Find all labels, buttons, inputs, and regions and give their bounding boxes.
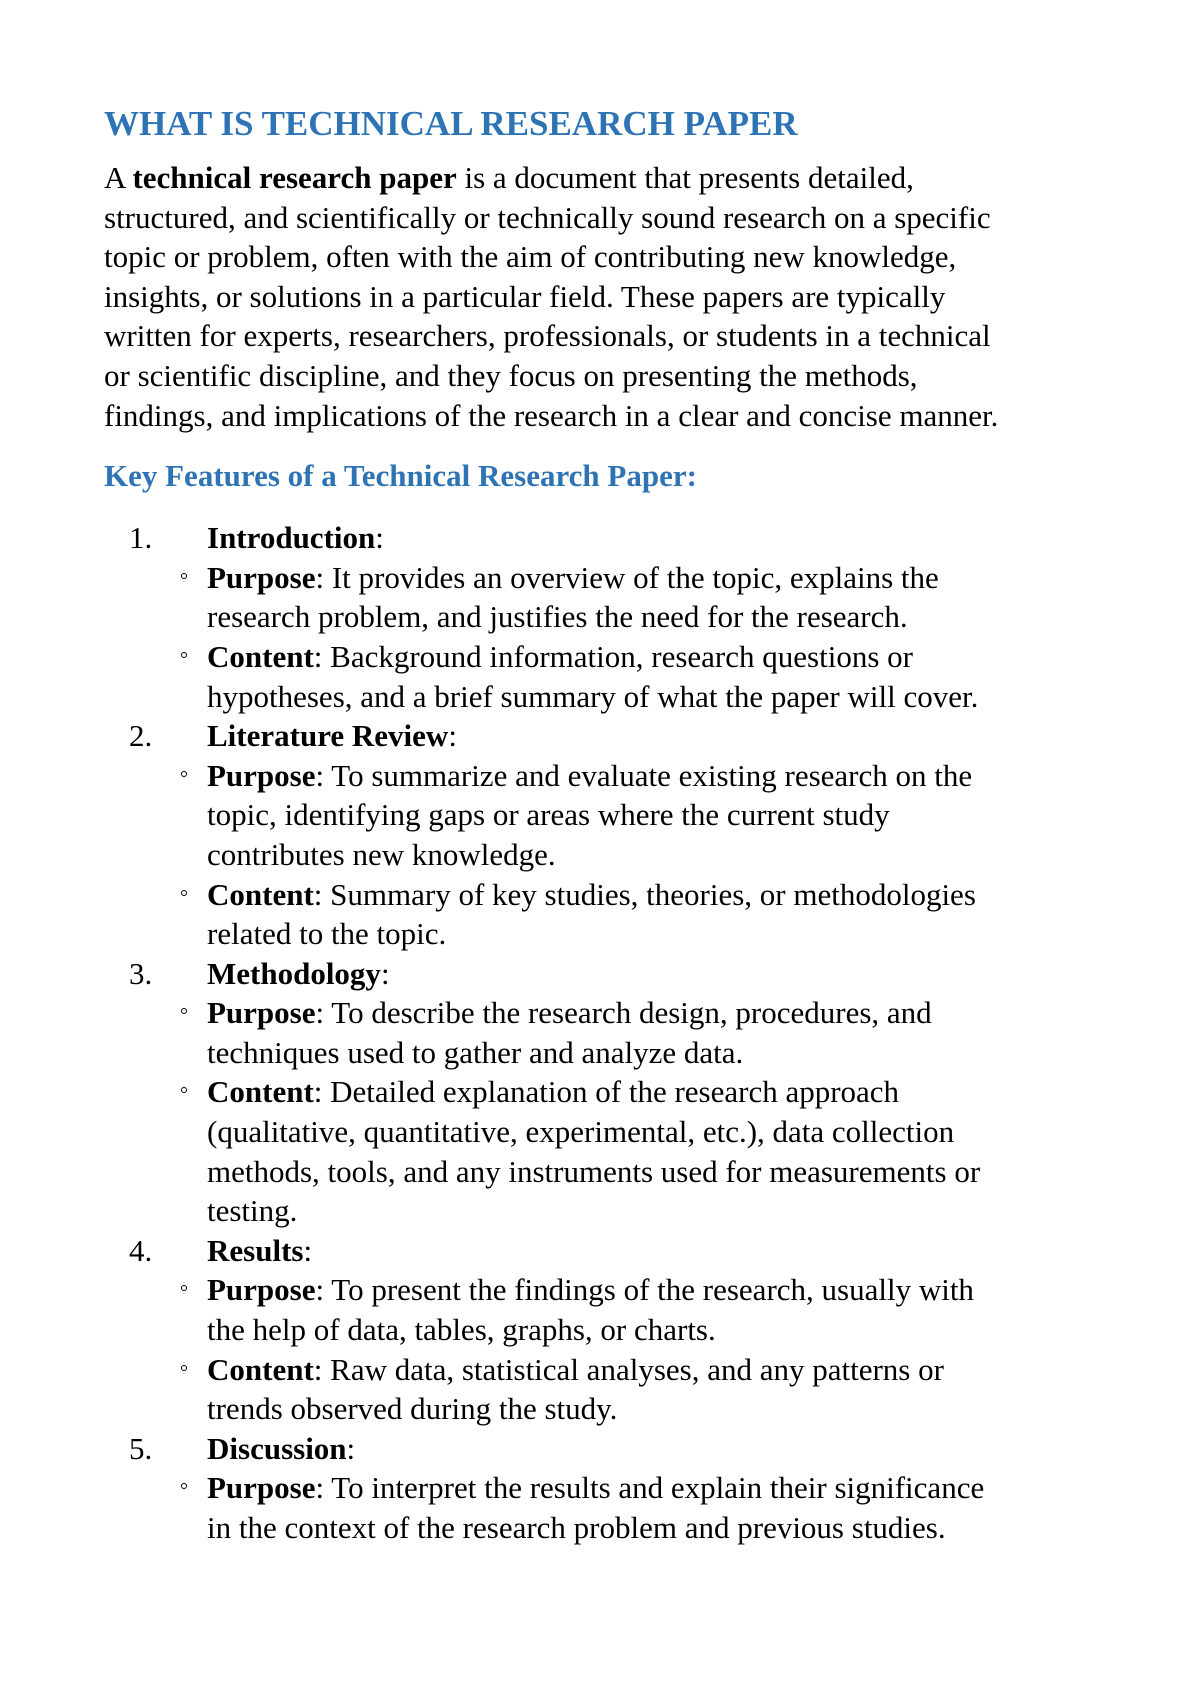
subitem-text: : It provides an overview of the topic, explains the research problem, and justifies the need for the research. (207, 559, 939, 635)
feature-suffix: : (380, 955, 390, 991)
subitem-purpose (207, 558, 1114, 637)
subitem-text: : To present the findings of the research, usually with the help of data, tables, graphs, or charts. (207, 1272, 974, 1348)
circle-bullet-icon (181, 1285, 187, 1291)
feature-name: Methodology (207, 955, 381, 991)
feature-item-introduction (104, 518, 1114, 716)
intro-line: structured, and scientifically or technically sound research on a specific (104, 199, 991, 235)
circle-bullet-icon (181, 1087, 187, 1093)
feature-subitems (207, 756, 1114, 954)
subitem-purpose (207, 756, 1114, 875)
feature-name: Literature Review (207, 718, 449, 754)
subitem-text: : To summarize and evaluate existing research on the topic, identifying gaps or areas where the current study contributes new knowledge. (207, 757, 973, 872)
feature-subitems (207, 558, 1114, 716)
intro-bold-term: technical research paper (132, 160, 457, 195)
circle-bullet-icon (181, 573, 187, 579)
feature-name: Discussion (207, 1430, 347, 1466)
feature-heading (207, 1429, 1114, 1469)
circle-bullet-icon (181, 771, 187, 777)
subitem-purpose (207, 993, 1114, 1072)
intro-line: written for experts, researchers, professionals, or students in a technical (104, 318, 991, 354)
circle-bullet-icon (181, 652, 187, 658)
subitem-content (207, 637, 1114, 716)
feature-heading (207, 1231, 1114, 1271)
intro-line: findings, and implications of the research in a clear and concise manner. (104, 397, 999, 433)
subitem-text: : Raw data, statistical analyses, and any patterns or trends observed during the study. (207, 1351, 944, 1427)
page-title: WHAT IS TECHNICAL RESEARCH PAPER (104, 104, 798, 143)
subitem-purpose (207, 1468, 1114, 1547)
feature-name: Results (207, 1232, 304, 1268)
subitem-text: : To describe the research design, procedures, and techniques used to gather and analyze data. (207, 995, 932, 1070)
section-subheading: Key Features of a Technical Research Paper: (104, 458, 697, 494)
intro-line: insights, or solutions in a particular field. These papers are typically (104, 278, 946, 314)
feature-list (104, 518, 1114, 1547)
subitem-text: : Summary of key studies, theories, or methodologies related to the topic. (207, 876, 976, 952)
feature-number: 2. (129, 718, 153, 754)
document-page (104, 100, 1114, 1548)
subitem-text: : To interpret the results and explain their significance in the context of the research problem and previous studies. (207, 1470, 985, 1545)
intro-line: or scientific discipline, and they focus on presenting the methods, (104, 357, 918, 393)
subitem-content (207, 875, 1114, 954)
subitem-text: : Background information, research questions or hypotheses, and a brief summary of what the paper will cover. (207, 638, 979, 714)
feature-heading (207, 518, 1114, 558)
feature-item-methodology (104, 954, 1114, 1231)
circle-bullet-icon (181, 890, 187, 896)
feature-heading (207, 716, 1114, 756)
circle-bullet-icon (181, 1365, 187, 1371)
subitem-purpose (207, 1270, 1114, 1349)
feature-suffix: : (303, 1232, 313, 1268)
subitem-label: Content (207, 638, 314, 674)
subitem-label: Content (207, 1351, 314, 1387)
subitem-label: Purpose (207, 559, 316, 595)
feature-subitems (207, 1270, 1114, 1428)
feature-heading (207, 954, 1114, 994)
feature-suffix: : (448, 718, 457, 754)
subitem-label: Content (207, 876, 314, 912)
feature-number: 5. (129, 1430, 153, 1466)
feature-subitems (207, 1468, 1114, 1547)
intro-prefix: A (104, 160, 133, 195)
feature-number: 1. (129, 520, 153, 556)
feature-item-literature-review (104, 716, 1114, 954)
subitem-content (207, 1350, 1114, 1429)
subitem-label: Purpose (207, 1272, 316, 1308)
feature-item-results (104, 1231, 1114, 1429)
feature-item-discussion (104, 1429, 1114, 1548)
subitem-label: Purpose (207, 757, 316, 793)
subitem-text: : Detailed explanation of the research approach (qualitative, quantitative, experimental, etc.), data collection methods, tools, and any instruments used for measurements or testing. (207, 1074, 981, 1229)
intro-line: topic or problem, often with the aim of contributing new knowledge, (104, 239, 957, 275)
feature-suffix: : (346, 1430, 356, 1466)
feature-name: Introduction (207, 520, 376, 556)
intro-line-1-rest: is a document that presents detailed, (456, 160, 914, 195)
subitem-content (207, 1072, 1114, 1230)
intro-paragraph (104, 158, 1114, 435)
feature-suffix: : (375, 520, 384, 556)
feature-number: 3. (129, 955, 153, 991)
subitem-label: Purpose (207, 995, 316, 1031)
subitem-label: Content (207, 1074, 314, 1110)
feature-number: 4. (129, 1232, 153, 1268)
circle-bullet-icon (181, 1483, 187, 1489)
circle-bullet-icon (181, 1008, 187, 1014)
feature-subitems (207, 993, 1114, 1231)
subitem-label: Purpose (207, 1470, 316, 1506)
